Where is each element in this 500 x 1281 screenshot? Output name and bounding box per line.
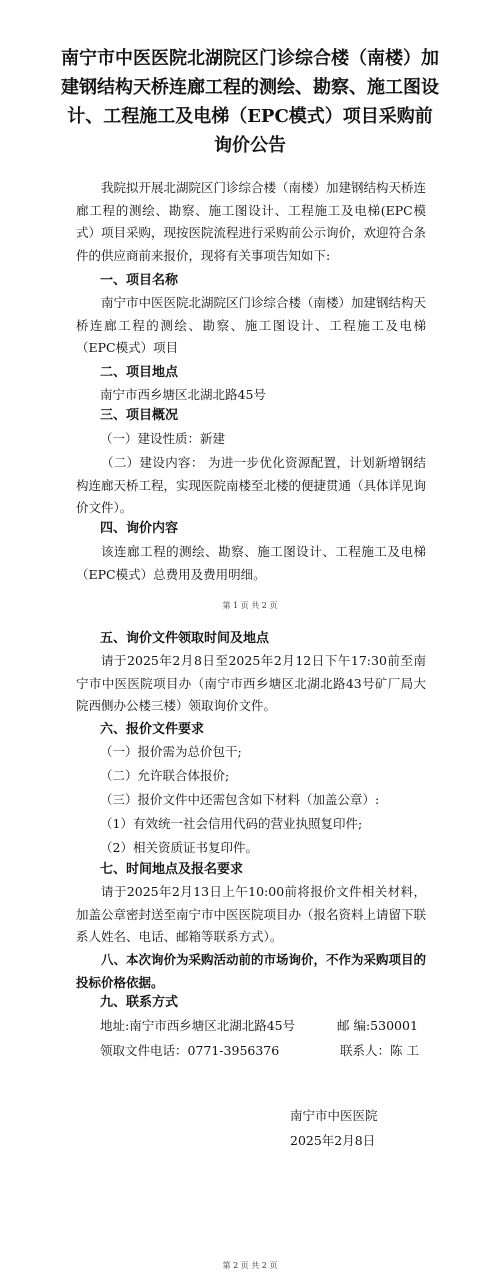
section-6-item-5: （2）相关资质证书复印件。 (100, 840, 258, 855)
section-3-heading: 三、项目概况 (100, 408, 179, 423)
signature-org: 南宁市中医医院 (290, 1108, 378, 1123)
page-2 (0, 612, 500, 1281)
page-footer-1: 第 1 页 共 2 页 (222, 601, 278, 610)
section-7-heading: 七、时间地点及报名要求 (100, 862, 244, 877)
section-5-text: 请于2025年2月8日至2025年2月12日下午17:30前至南宁市中医医院项目办（南宁市西乡塘区北湖北路43号矿厂局大院西侧办公楼三楼）领取询价文件。 (76, 653, 426, 713)
section-1-text: 南宁市中医医院北湖院区门诊综合楼（南楼）加建钢结构天桥连廊工程的测绘、勘察、施工图设计、工程施工及电梯（EPC模式）项目 (76, 295, 427, 355)
section-6-item-3: （三）报价文件中还需包含如下材料（加盖公章）: (100, 792, 380, 807)
section-6-item-2: （二）允许联合体报价; (100, 768, 230, 783)
section-8-text: 八、本次询价为采购活动前的市场询价，不作为采购项目的投标价格依据。 (76, 952, 427, 990)
contact-postcode: 邮 编:530001 (337, 1018, 418, 1033)
section-5-heading: 五、询价文件领取时间及地点 (100, 631, 270, 646)
contact-address: 地址:南宁市西乡塘区北湖北路45号 (100, 1018, 296, 1033)
section-6-heading: 六、报价文件要求 (100, 722, 205, 737)
section-1-heading: 一、项目名称 (100, 273, 179, 288)
intro-paragraph: 我院拟开展北湖院区门诊综合楼（南楼）加建钢结构天桥连廊工程的测绘、勘察、施工图设计、工程施工及电梯(EPC模式）项目采购，现按医院流程进行采购前公示询价，欢迎符合条件的供应商前来报价，现将有关事项告知如下: (76, 180, 427, 263)
page-footer-2: 第 2 页 共 2 页 (222, 1261, 278, 1270)
section-2-heading: 二、项目地点 (100, 365, 179, 380)
contact-phone: 领取文件电话：0771-3956376 (100, 1043, 280, 1058)
section-7-text: 请于2025年2月13日上午10:00前将报价文件相关材料，加盖公章密封送至南宁市中医医院项目办（报名资料上请留下联系人姓名、电话、邮箱等联系方式）。 (76, 884, 427, 944)
section-3-item-2: （二）建设内容： 为进一步优化资源配置，计划新增钢结构连廊天桥工程，实现医院南楼至北楼的便捷贯通（具体详见询价文件）。 (76, 455, 427, 515)
page-title: 南宁市中医医院北湖院区门诊综合楼（南楼）加建钢结构天桥连廊工程的测绘、勘察、施工图设计、工程施工及电梯（EPC模式）项目采购前询价公告 (61, 48, 439, 156)
section-3-item-1: （一）建设性质：新建 (100, 431, 226, 446)
section-9-heading: 九、联系方式 (100, 995, 179, 1010)
section-4-heading: 四、询价内容 (100, 521, 179, 536)
section-6-item-1: （一）报价需为总价包干; (100, 744, 242, 759)
section-2-text: 南宁市西乡塘区北湖北路45号 (100, 387, 266, 402)
section-4-text: 该连廊工程的测绘、勘察、施工图设计、工程施工及电梯（EPC模式）总费用及费用明细。 (76, 544, 426, 582)
section-6-item-4: （1）有效统一社会信用代码的营业执照复印件; (100, 816, 363, 831)
contact-person: 联系人：陈 工 (340, 1043, 419, 1058)
signature-date: 2025年2月8日 (290, 1133, 376, 1148)
page-1 (0, 0, 500, 612)
